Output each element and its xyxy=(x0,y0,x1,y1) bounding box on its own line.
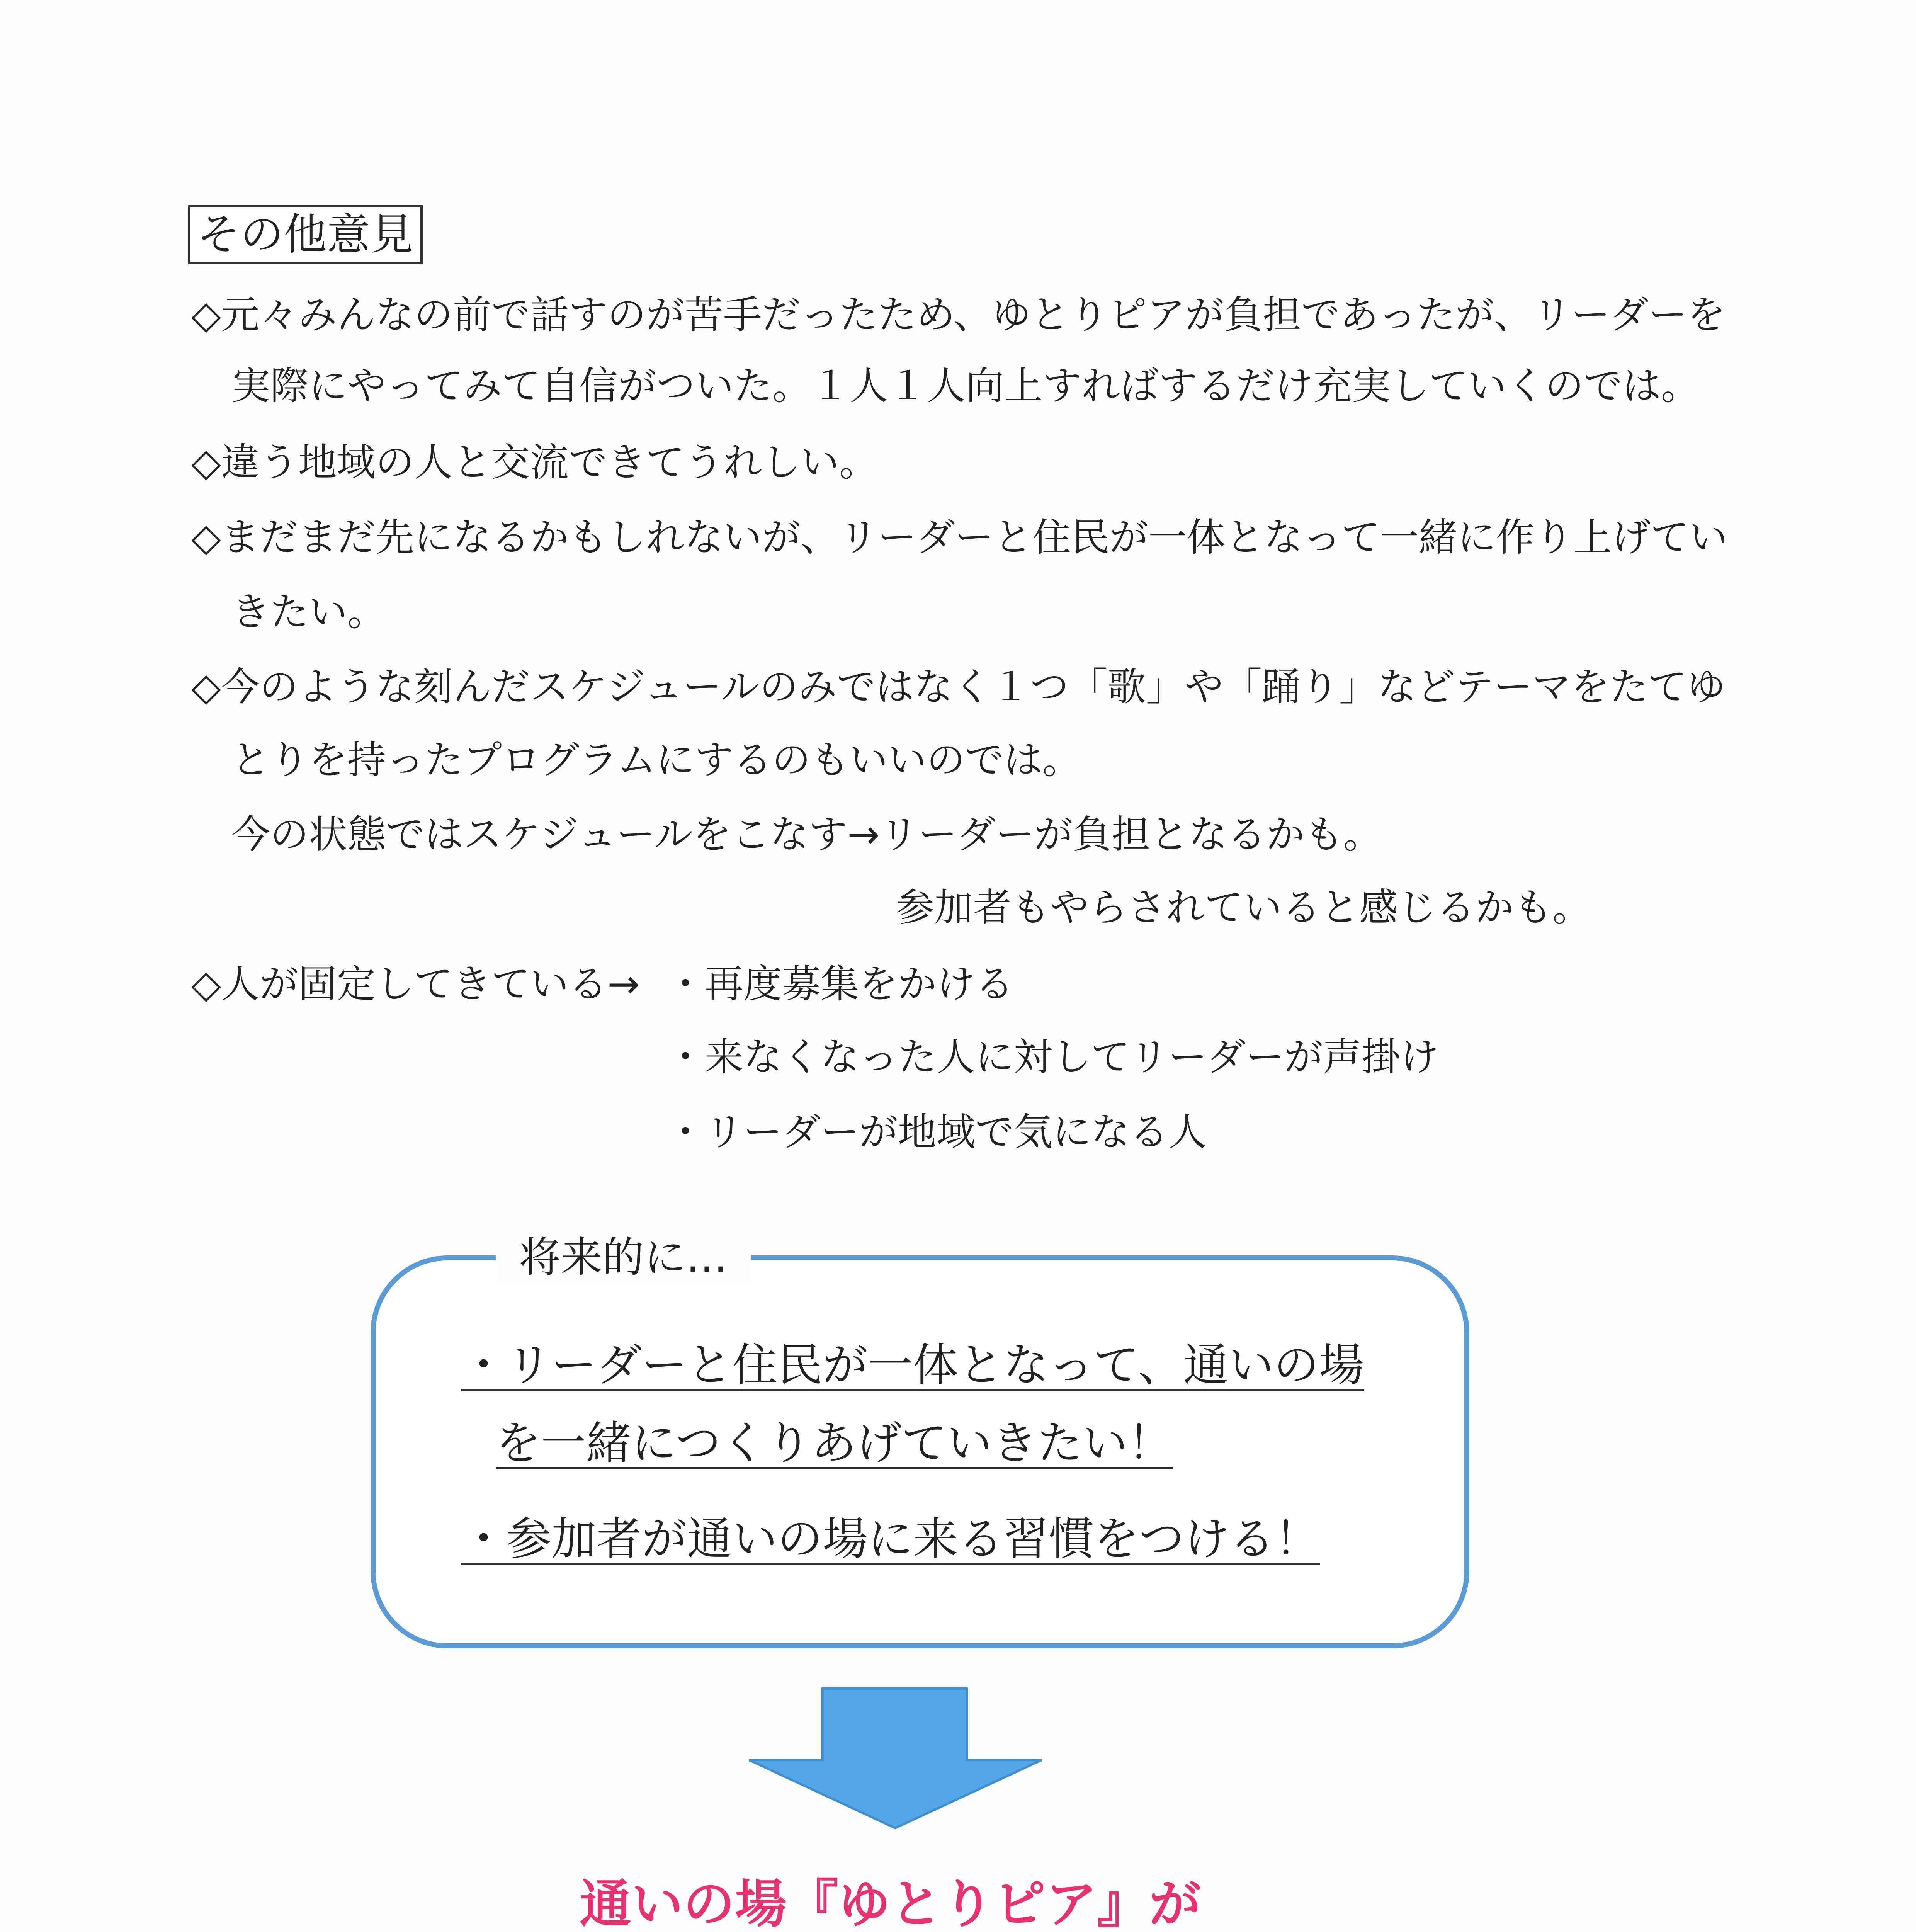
future-goal-line: を一緒につくりあげていきたい！ xyxy=(496,1417,1173,1469)
future-goal-line: ・リーダーと住民が一体となって、通いの場 xyxy=(461,1338,1364,1391)
action-bullet: ・再度募集をかける xyxy=(666,961,1014,1007)
opinion-line: 実際にやってみて自信がついた。１人１人向上すればするだけ充実していくのでは。 xyxy=(231,363,1700,408)
future-goals-title: 将来的に… xyxy=(496,1233,751,1283)
conclusion-line-1: 通いの場『ゆとりピア』が xyxy=(580,1874,1201,1932)
action-bullet: ・リーダーが地域で気になる人 xyxy=(666,1109,1207,1155)
opinion-line: 今の状態ではスケジュールをこなす→リーダーが負担となるかも。 xyxy=(231,812,1382,857)
opinion-line: ◇違う地域の人と交流できてうれしい。 xyxy=(191,440,878,485)
opinion-line: ◇今のような刻んだスケジュールのみではなく１つ「歌」や「踊り」などテーマをたてゆ xyxy=(191,664,1726,709)
opinion-line: ◇人が固定してきている→ xyxy=(191,961,640,1007)
opinion-line: 参加者もやらされていると感じるかも。 xyxy=(896,885,1591,930)
section-heading: その他意見 xyxy=(188,205,423,264)
down-arrow-icon xyxy=(748,1687,1043,1830)
action-bullet: ・来なくなった人に対してリーダーが声掛け xyxy=(666,1034,1439,1080)
opinion-line: ◇まだまだ先になるかもしれないが、リーダーと住民が一体となって一緒に作り上げてい xyxy=(191,515,1728,560)
opinion-line: ◇元々みんなの前で話すのが苦手だったため、ゆとりピアが負担であったが、リーダーを xyxy=(191,292,1726,337)
future-goal-line: ・参加者が通いの場に来る習慣をつける！ xyxy=(461,1512,1320,1565)
opinion-line: きたい。 xyxy=(231,589,386,634)
opinion-line: とりを持ったプログラムにするのもいいのでは。 xyxy=(231,737,1081,782)
